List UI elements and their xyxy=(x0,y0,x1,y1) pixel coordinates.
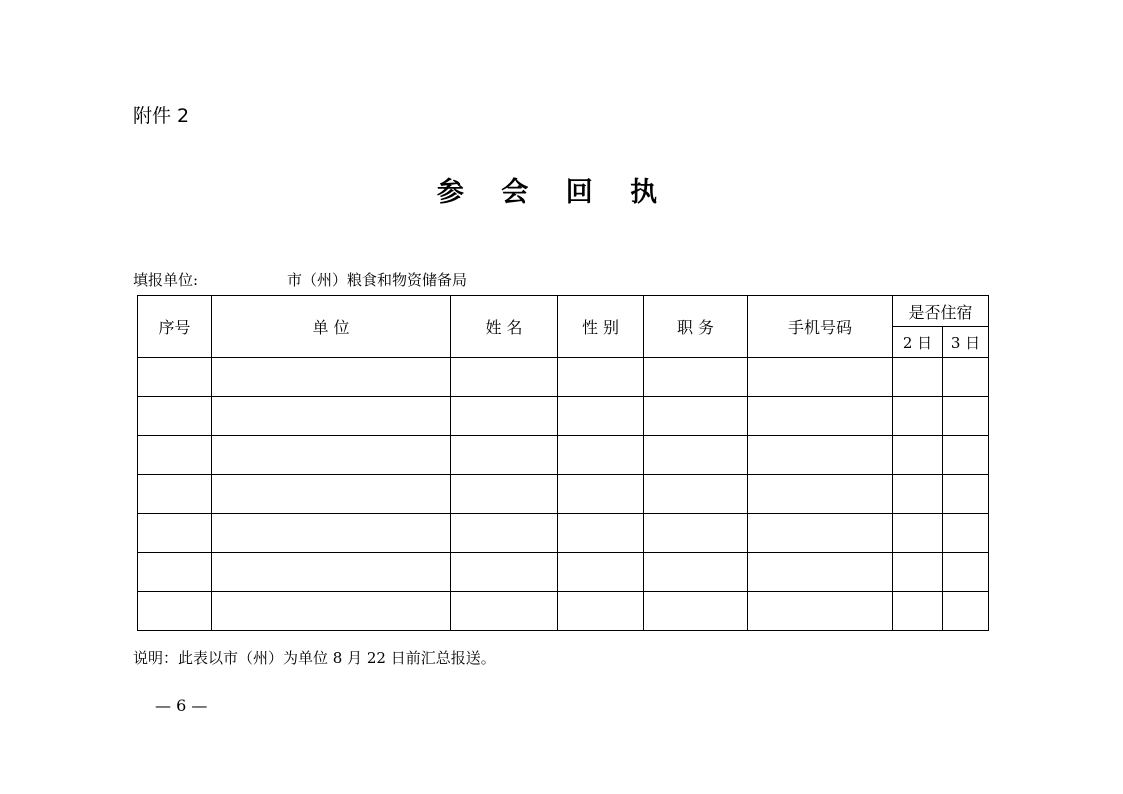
cell-gender[interactable] xyxy=(558,436,644,475)
cell-position[interactable] xyxy=(644,592,748,631)
cell-gender[interactable] xyxy=(558,397,644,436)
table-row xyxy=(138,475,989,514)
cell-gender[interactable] xyxy=(558,592,644,631)
cell-seq[interactable] xyxy=(138,358,212,397)
cell-day2[interactable] xyxy=(893,553,943,592)
cell-unit[interactable] xyxy=(212,436,451,475)
header-lodging: 是否住宿 xyxy=(893,296,989,327)
header-phone: 手机号码 xyxy=(748,296,893,358)
cell-gender[interactable] xyxy=(558,358,644,397)
document-title: 参 会 回 执 xyxy=(436,177,672,208)
cell-day2[interactable] xyxy=(893,397,943,436)
table-row xyxy=(138,397,989,436)
cell-day3[interactable] xyxy=(943,358,989,397)
cell-seq[interactable] xyxy=(138,553,212,592)
header-name: 姓 名 xyxy=(451,296,558,358)
cell-day2[interactable] xyxy=(893,592,943,631)
header-day2: 2 日 xyxy=(893,327,943,358)
cell-position[interactable] xyxy=(644,553,748,592)
cell-seq[interactable] xyxy=(138,475,212,514)
cell-gender[interactable] xyxy=(558,553,644,592)
attachment-label: 附件 2 xyxy=(133,105,190,127)
cell-gender[interactable] xyxy=(558,475,644,514)
cell-name[interactable] xyxy=(451,592,558,631)
cell-position[interactable] xyxy=(644,514,748,553)
cell-unit[interactable] xyxy=(212,397,451,436)
filler-organization: 市（州）粮食和物资储备局 xyxy=(287,271,468,289)
filler-label: 填报单位: xyxy=(133,271,199,289)
cell-day3[interactable] xyxy=(943,475,989,514)
header-position: 职 务 xyxy=(644,296,748,358)
cell-day2[interactable] xyxy=(893,436,943,475)
cell-position[interactable] xyxy=(644,397,748,436)
cell-phone[interactable] xyxy=(748,514,893,553)
cell-name[interactable] xyxy=(451,436,558,475)
cell-name[interactable] xyxy=(451,475,558,514)
cell-day3[interactable] xyxy=(943,553,989,592)
cell-seq[interactable] xyxy=(138,514,212,553)
cell-unit[interactable] xyxy=(212,514,451,553)
cell-day2[interactable] xyxy=(893,475,943,514)
cell-day3[interactable] xyxy=(943,436,989,475)
cell-day3[interactable] xyxy=(943,397,989,436)
table-row xyxy=(138,592,989,631)
cell-day3[interactable] xyxy=(943,514,989,553)
cell-gender[interactable] xyxy=(558,514,644,553)
table-row xyxy=(138,553,989,592)
header-unit: 单 位 xyxy=(212,296,451,358)
table-row xyxy=(138,514,989,553)
cell-day2[interactable] xyxy=(893,514,943,553)
page-number: — 6 — xyxy=(155,696,208,715)
cell-name[interactable] xyxy=(451,358,558,397)
table-row xyxy=(138,436,989,475)
table-body xyxy=(138,358,989,631)
cell-phone[interactable] xyxy=(748,436,893,475)
cell-phone[interactable] xyxy=(748,592,893,631)
cell-seq[interactable] xyxy=(138,436,212,475)
cell-day2[interactable] xyxy=(893,358,943,397)
cell-day3[interactable] xyxy=(943,592,989,631)
cell-position[interactable] xyxy=(644,358,748,397)
cell-seq[interactable] xyxy=(138,397,212,436)
cell-unit[interactable] xyxy=(212,553,451,592)
cell-seq[interactable] xyxy=(138,592,212,631)
cell-phone[interactable] xyxy=(748,553,893,592)
cell-name[interactable] xyxy=(451,553,558,592)
cell-name[interactable] xyxy=(451,397,558,436)
cell-position[interactable] xyxy=(644,436,748,475)
header-seq: 序号 xyxy=(138,296,212,358)
table-row xyxy=(138,358,989,397)
header-gender: 性 别 xyxy=(558,296,644,358)
attendance-receipt-table xyxy=(137,295,989,631)
cell-unit[interactable] xyxy=(212,475,451,514)
cell-unit[interactable] xyxy=(212,592,451,631)
cell-phone[interactable] xyxy=(748,358,893,397)
filler-line xyxy=(133,270,468,290)
cell-unit[interactable] xyxy=(212,358,451,397)
cell-name[interactable] xyxy=(451,514,558,553)
note: 说明：此表以市（州）为单位 8 月 22 日前汇总报送。 xyxy=(133,649,496,667)
header-day3: 3 日 xyxy=(943,327,989,358)
cell-phone[interactable] xyxy=(748,475,893,514)
cell-position[interactable] xyxy=(644,475,748,514)
cell-phone[interactable] xyxy=(748,397,893,436)
